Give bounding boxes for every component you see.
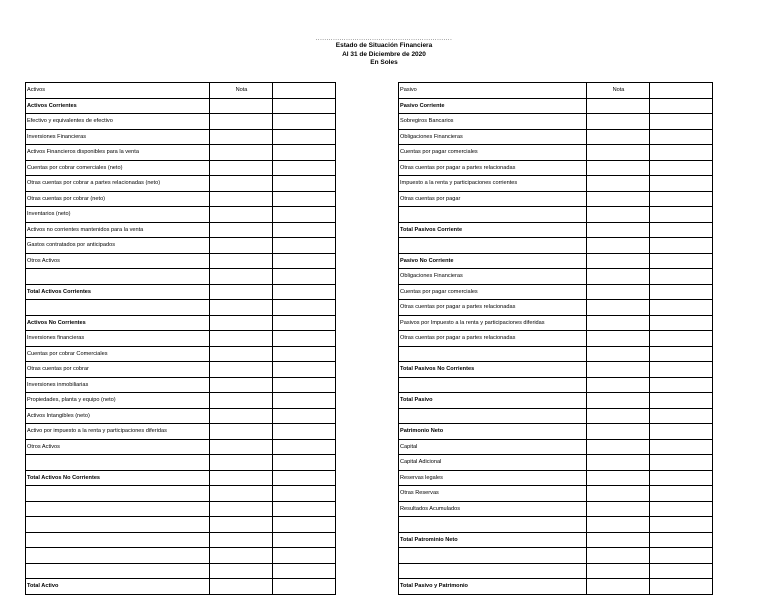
- row-label: [399, 548, 587, 564]
- table-row: [26, 439, 336, 455]
- nota-cell: [587, 129, 650, 145]
- amount-cell: [273, 129, 336, 145]
- nota-cell: [587, 331, 650, 347]
- row-label: Pasivo No Corriente: [399, 253, 587, 269]
- nota-cell: [587, 579, 650, 595]
- amount-cell: [273, 222, 336, 238]
- table-row: [399, 377, 713, 393]
- nota-cell: [210, 300, 273, 316]
- row-label: [26, 548, 210, 564]
- row-label: Impuesto a la renta y participaciones corrientes: [399, 176, 587, 192]
- amount-cell: [650, 439, 713, 455]
- column-header-amount: [650, 83, 713, 99]
- table-row: [399, 331, 713, 347]
- table-row: [399, 393, 713, 409]
- nota-cell: [210, 222, 273, 238]
- row-label: Obligaciones Financieras: [399, 129, 587, 145]
- table-row: [26, 408, 336, 424]
- row-label: Total Pasivo y Patrimonio: [399, 579, 587, 595]
- nota-cell: [587, 238, 650, 254]
- amount-cell: [273, 114, 336, 130]
- amount-cell: [650, 455, 713, 471]
- nota-cell: [587, 160, 650, 176]
- table-row: [26, 145, 336, 161]
- table-row: [399, 486, 713, 502]
- nota-cell: [587, 269, 650, 285]
- table-row: [399, 114, 713, 130]
- table-row: [399, 408, 713, 424]
- amount-cell: [650, 300, 713, 316]
- table-row: [399, 532, 713, 548]
- row-label: [399, 238, 587, 254]
- row-label: Otras cuentas por cobrar: [26, 362, 210, 378]
- table-row: [399, 253, 713, 269]
- row-label: Pasivo Corriente: [399, 98, 587, 114]
- nota-cell: [587, 346, 650, 362]
- nota-cell: [587, 98, 650, 114]
- table-row: [26, 393, 336, 409]
- amount-cell: [273, 563, 336, 579]
- nota-cell: [210, 346, 273, 362]
- nota-cell: [210, 98, 273, 114]
- nota-cell: [587, 300, 650, 316]
- table-row: [399, 563, 713, 579]
- row-label: [26, 501, 210, 517]
- table-row: [26, 424, 336, 440]
- nota-cell: [210, 114, 273, 130]
- column-header-concept: Pasivo: [399, 83, 587, 99]
- row-label: Otras cuentas por pagar a partes relacionadas: [399, 300, 587, 316]
- table-row: [399, 98, 713, 114]
- row-label: [399, 377, 587, 393]
- nota-cell: [587, 486, 650, 502]
- table-row: [399, 315, 713, 331]
- amount-cell: [273, 486, 336, 502]
- nota-cell: [587, 191, 650, 207]
- amount-cell: [650, 176, 713, 192]
- nota-cell: [587, 532, 650, 548]
- amount-cell: [650, 315, 713, 331]
- nota-cell: [587, 114, 650, 130]
- row-label: [26, 300, 210, 316]
- nota-cell: [587, 439, 650, 455]
- amount-cell: [650, 331, 713, 347]
- amount-cell: [273, 579, 336, 595]
- row-label: Total Activos No Corrientes: [26, 470, 210, 486]
- nota-cell: [587, 377, 650, 393]
- nota-cell: [587, 362, 650, 378]
- table-row: [399, 129, 713, 145]
- table-row: [399, 346, 713, 362]
- row-label: [26, 563, 210, 579]
- table-row: [399, 439, 713, 455]
- nota-cell: [587, 393, 650, 409]
- assets-table-body: [26, 83, 336, 595]
- nota-cell: [210, 129, 273, 145]
- table-row: [399, 362, 713, 378]
- nota-cell: [210, 331, 273, 347]
- table-row: [399, 470, 713, 486]
- nota-cell: [587, 176, 650, 192]
- column-header-nota: Nota: [210, 83, 273, 99]
- row-label: Reservas legales: [399, 470, 587, 486]
- amount-cell: [273, 238, 336, 254]
- amount-cell: [273, 377, 336, 393]
- row-label: Total Pasivos No Corrientes: [399, 362, 587, 378]
- row-label: Total Activos Corrientes: [26, 284, 210, 300]
- nota-cell: [210, 176, 273, 192]
- nota-cell: [210, 253, 273, 269]
- nota-cell: [587, 284, 650, 300]
- row-label: Inversiones financieras: [26, 331, 210, 347]
- table-row: [26, 284, 336, 300]
- amount-cell: [273, 315, 336, 331]
- row-label: Otras cuentas por pagar: [399, 191, 587, 207]
- amount-cell: [650, 501, 713, 517]
- row-label: Capital Adicional: [399, 455, 587, 471]
- amount-cell: [273, 160, 336, 176]
- amount-cell: [650, 377, 713, 393]
- row-label: Cuentas por cobrar Comerciales: [26, 346, 210, 362]
- row-label: Otras Reservas: [399, 486, 587, 502]
- table-row: [399, 176, 713, 192]
- amount-cell: [273, 470, 336, 486]
- column-header-nota: Nota: [587, 83, 650, 99]
- table-row: [26, 253, 336, 269]
- table-row: [26, 470, 336, 486]
- nota-cell: [210, 470, 273, 486]
- table-row: [399, 222, 713, 238]
- column-header-amount: [273, 83, 336, 99]
- amount-cell: [650, 114, 713, 130]
- table-row: [26, 114, 336, 130]
- row-label: Otras cuentas por cobrar a partes relacionadas (neto): [26, 176, 210, 192]
- amount-cell: [650, 222, 713, 238]
- table-row: [399, 579, 713, 595]
- row-label: Resultados Acumulados: [399, 501, 587, 517]
- amount-cell: [650, 486, 713, 502]
- table-row: [26, 98, 336, 114]
- table-row: [26, 486, 336, 502]
- amount-cell: [273, 191, 336, 207]
- row-label: [399, 346, 587, 362]
- row-label: Total Patrominio Neto: [399, 532, 587, 548]
- amount-cell: [650, 362, 713, 378]
- statement-date: Al 31 de Diciembre de 2020: [342, 50, 426, 58]
- table-row: [399, 517, 713, 533]
- table-row: [26, 238, 336, 254]
- table-row: [399, 501, 713, 517]
- table-row: [26, 377, 336, 393]
- table-row: [26, 269, 336, 285]
- table-row: [26, 362, 336, 378]
- row-label: [399, 517, 587, 533]
- row-label: Otros Activos: [26, 253, 210, 269]
- nota-cell: [210, 269, 273, 285]
- amount-cell: [650, 253, 713, 269]
- table-row: [399, 300, 713, 316]
- nota-cell: [587, 207, 650, 223]
- table-row: [26, 455, 336, 471]
- nota-cell: [587, 253, 650, 269]
- table-row: [399, 284, 713, 300]
- row-label: Pasivos por Impuesto a la renta y participaciones diferidas: [399, 315, 587, 331]
- table-row: [399, 269, 713, 285]
- nota-cell: [587, 470, 650, 486]
- nota-cell: [210, 160, 273, 176]
- amount-cell: [273, 517, 336, 533]
- nota-cell: [210, 517, 273, 533]
- nota-cell: [210, 207, 273, 223]
- amount-cell: [650, 532, 713, 548]
- liabilities-table-body: [399, 83, 713, 595]
- statement-currency: En Soles: [370, 59, 398, 66]
- liabilities-equity-table: [398, 82, 713, 595]
- row-label: Activos Financieros disponibles para la venta: [26, 145, 210, 161]
- amount-cell: [650, 207, 713, 223]
- amount-cell: [650, 98, 713, 114]
- nota-cell: [210, 455, 273, 471]
- nota-cell: [210, 191, 273, 207]
- amount-cell: [650, 393, 713, 409]
- table-row: [26, 300, 336, 316]
- amount-cell: [273, 408, 336, 424]
- amount-cell: [273, 455, 336, 471]
- amount-cell: [273, 253, 336, 269]
- table-row: [26, 563, 336, 579]
- nota-cell: [210, 315, 273, 331]
- row-label: [26, 269, 210, 285]
- table-row: [26, 129, 336, 145]
- row-label: [26, 486, 210, 502]
- amount-cell: [273, 300, 336, 316]
- row-label: Otras cuentas por cobrar (neto): [26, 191, 210, 207]
- nota-cell: [587, 517, 650, 533]
- row-label: Activos Intangibles (neto): [26, 408, 210, 424]
- row-label: Inversiones Financieras: [26, 129, 210, 145]
- row-label: Inversiones inmobiliarias: [26, 377, 210, 393]
- table-row: [26, 160, 336, 176]
- table-row: [26, 579, 336, 595]
- amount-cell: [650, 470, 713, 486]
- row-label: [26, 532, 210, 548]
- nota-cell: [210, 563, 273, 579]
- nota-cell: [210, 424, 273, 440]
- amount-cell: [273, 548, 336, 564]
- amount-cell: [650, 517, 713, 533]
- row-label: Otras cuentas por pagar a partes relacionadas: [399, 160, 587, 176]
- row-label: Activos Corrientes: [26, 98, 210, 114]
- amount-cell: [273, 346, 336, 362]
- amount-cell: [273, 439, 336, 455]
- nota-cell: [210, 284, 273, 300]
- table-header-row: [26, 83, 336, 99]
- nota-cell: [210, 439, 273, 455]
- amount-cell: [273, 362, 336, 378]
- row-label: [399, 563, 587, 579]
- amount-cell: [273, 424, 336, 440]
- amount-cell: [273, 501, 336, 517]
- row-label: [26, 455, 210, 471]
- nota-cell: [210, 532, 273, 548]
- table-row: [26, 548, 336, 564]
- table-row: [26, 331, 336, 347]
- nota-cell: [587, 563, 650, 579]
- amount-cell: [650, 346, 713, 362]
- amount-cell: [273, 207, 336, 223]
- row-label: Sobregiros Bancarios: [399, 114, 587, 130]
- table-row: [399, 548, 713, 564]
- amount-cell: [650, 160, 713, 176]
- row-label: Inventarios (neto): [26, 207, 210, 223]
- nota-cell: [587, 315, 650, 331]
- nota-cell: [210, 238, 273, 254]
- row-label: Efectivo y equivalentes de efectivo: [26, 114, 210, 130]
- nota-cell: [210, 145, 273, 161]
- nota-cell: [210, 579, 273, 595]
- table-row: [26, 191, 336, 207]
- row-label: [399, 408, 587, 424]
- amount-cell: [273, 284, 336, 300]
- row-label: Propiedades, planta y equipo (neto): [26, 393, 210, 409]
- nota-cell: [210, 377, 273, 393]
- table-row: [26, 501, 336, 517]
- table-header-row: [399, 83, 713, 99]
- row-label: Total Activo: [26, 579, 210, 595]
- amount-cell: [273, 393, 336, 409]
- row-label: [399, 207, 587, 223]
- amount-cell: [650, 129, 713, 145]
- table-row: [399, 145, 713, 161]
- amount-cell: [650, 408, 713, 424]
- table-row: [399, 207, 713, 223]
- assets-table: [25, 82, 336, 595]
- table-row: [26, 517, 336, 533]
- amount-cell: [273, 98, 336, 114]
- table-row: [26, 346, 336, 362]
- header-dotted-line: ...............................................................: [315, 36, 453, 42]
- nota-cell: [210, 393, 273, 409]
- row-label: Activos no corrientes mantenidos para la venta: [26, 222, 210, 238]
- nota-cell: [587, 408, 650, 424]
- statement-header: [0, 36, 768, 68]
- amount-cell: [273, 532, 336, 548]
- amount-cell: [650, 145, 713, 161]
- amount-cell: [273, 176, 336, 192]
- nota-cell: [587, 222, 650, 238]
- table-row: [26, 176, 336, 192]
- table-row: [399, 238, 713, 254]
- row-label: Cuentas por pagar comerciales: [399, 284, 587, 300]
- row-label: Otras cuentas por pagar a partes relacionadas: [399, 331, 587, 347]
- nota-cell: [587, 548, 650, 564]
- row-label: Capital: [399, 439, 587, 455]
- nota-cell: [587, 455, 650, 471]
- row-label: Activo por impuesto a la renta y participaciones diferidas: [26, 424, 210, 440]
- amount-cell: [650, 269, 713, 285]
- table-row: [399, 424, 713, 440]
- nota-cell: [210, 362, 273, 378]
- table-row: [399, 160, 713, 176]
- amount-cell: [273, 145, 336, 161]
- nota-cell: [210, 501, 273, 517]
- table-row: [399, 191, 713, 207]
- table-row: [26, 207, 336, 223]
- amount-cell: [650, 284, 713, 300]
- nota-cell: [210, 548, 273, 564]
- amount-cell: [273, 269, 336, 285]
- column-header-concept: Activos: [26, 83, 210, 99]
- nota-cell: [587, 424, 650, 440]
- row-label: Gastos contratados por anticipados: [26, 238, 210, 254]
- table-row: [26, 532, 336, 548]
- table-row: [26, 222, 336, 238]
- nota-cell: [587, 501, 650, 517]
- nota-cell: [587, 145, 650, 161]
- table-row: [26, 315, 336, 331]
- amount-cell: [650, 238, 713, 254]
- amount-cell: [650, 191, 713, 207]
- amount-cell: [650, 563, 713, 579]
- row-label: Patrimonio Neto: [399, 424, 587, 440]
- amount-cell: [650, 424, 713, 440]
- amount-cell: [650, 548, 713, 564]
- row-label: Otros Activos: [26, 439, 210, 455]
- row-label: Cuentas por cobrar comerciales (neto): [26, 160, 210, 176]
- amount-cell: [650, 579, 713, 595]
- row-label: Total Pasivo: [399, 393, 587, 409]
- statement-title: Estado de Situación Financiera: [335, 42, 433, 49]
- nota-cell: [210, 486, 273, 502]
- row-label: Cuentas por pagar comerciales: [399, 145, 587, 161]
- nota-cell: [210, 408, 273, 424]
- row-label: Activos No Corrientes: [26, 315, 210, 331]
- amount-cell: [273, 331, 336, 347]
- row-label: Obligaciones Financieras: [399, 269, 587, 285]
- table-row: [399, 455, 713, 471]
- row-label: [26, 517, 210, 533]
- row-label: Total Pasivos Corriente: [399, 222, 587, 238]
